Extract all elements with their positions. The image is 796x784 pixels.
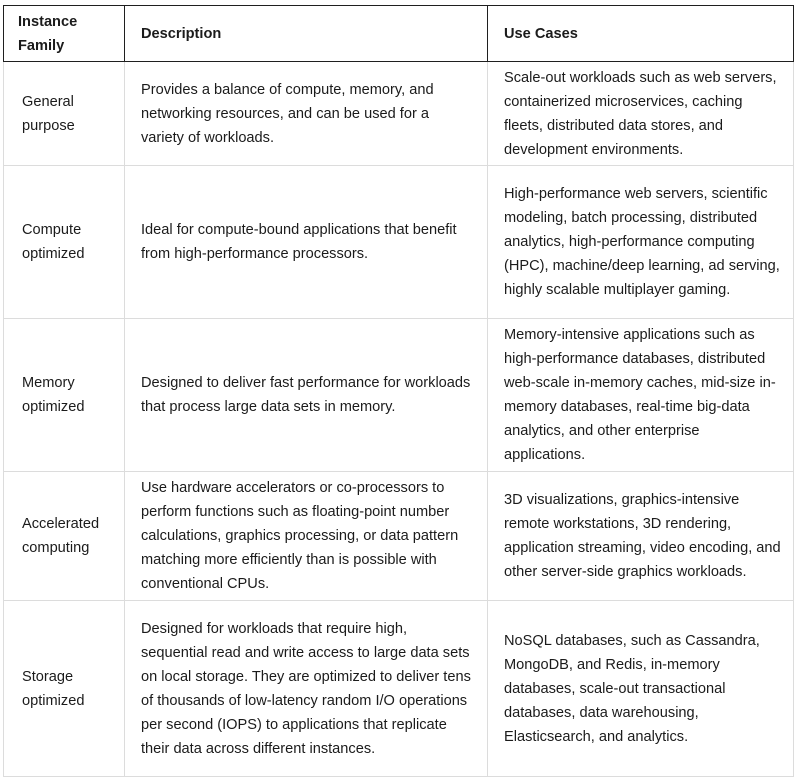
table-row-compute-optimized	[4, 166, 794, 319]
use-cases-text: Scale-out workloads such as web servers, containerized microservices, caching fleets, distributed data stores, and development environments.	[504, 69, 777, 158]
family-cell: Memory optimized	[4, 319, 125, 472]
description-text: Designed to deliver fast performance for workloads that process large data sets in memory.	[141, 375, 471, 415]
table-row-general-purpose	[4, 62, 794, 166]
description-text: Provides a balance of compute, memory, and networking resources, and can be used for a variety of workloads.	[141, 81, 434, 146]
table-row-accelerated-computing	[4, 472, 794, 601]
use-cases-text: Memory-intensive applications such as high-performance databases, distributed web-scale in-memory caches, mid-size in-memory databases, real-time big-data analytics, and other enterprise applications.	[504, 327, 776, 463]
description-text: Ideal for compute-bound applications that benefit from high-performance processors.	[141, 222, 457, 262]
family-cell: General purpose	[4, 62, 125, 166]
use-cases-text: NoSQL databases, such as Cassandra, MongoDB, and Redis, in-memory databases, scale-out transactional databases, data warehousing, Elasticsearch, and analytics.	[504, 632, 760, 745]
description-cell	[125, 319, 488, 472]
instance-families-table	[3, 5, 794, 777]
description-text: Designed for workloads that require high, sequential read and write access to large data sets on local storage. They are optimized to deliver tens of thousands of low-latency random I/O operations per second (IOPS) to applications that replicate their data across different instances.	[141, 620, 471, 757]
use-cases-text: 3D visualizations, graphics-intensive remote workstations, 3D rendering, application streaming, video encoding, and other server-side graphics workloads.	[504, 492, 781, 580]
use-cases-cell	[488, 62, 794, 166]
family-cell: Accelerated computing	[4, 472, 125, 601]
table-row-storage-optimized	[4, 601, 794, 777]
header-description: Description	[125, 6, 488, 62]
header-instance-family: Instance Family	[4, 6, 125, 62]
description-cell	[125, 166, 488, 319]
use-cases-cell	[488, 166, 794, 319]
header-row	[4, 6, 794, 62]
use-cases-cell	[488, 601, 794, 777]
use-cases-cell	[488, 319, 794, 472]
header-use-cases: Use Cases	[488, 6, 794, 62]
family-cell: Storage optimized	[4, 601, 125, 777]
use-cases-text: High-performance web servers, scientific modeling, batch processing, distributed analytics, high-performance computing (HPC), machine/deep learning, ad serving, highly scalable multiplayer gaming.	[504, 186, 780, 298]
description-cell	[125, 472, 488, 601]
description-cell	[125, 601, 488, 777]
table-row-memory-optimized	[4, 319, 794, 472]
instance-families-table-container	[3, 5, 793, 777]
description-cell	[125, 62, 488, 166]
description-text: Use hardware accelerators or co-processors to perform functions such as floating-point number calculations, graphics processing, or data pattern matching more efficiently than is possible with conventional CPUs.	[141, 480, 459, 592]
table-header	[4, 6, 794, 62]
table-body	[4, 62, 794, 777]
use-cases-cell	[488, 472, 794, 601]
family-cell: Compute optimized	[4, 166, 125, 319]
